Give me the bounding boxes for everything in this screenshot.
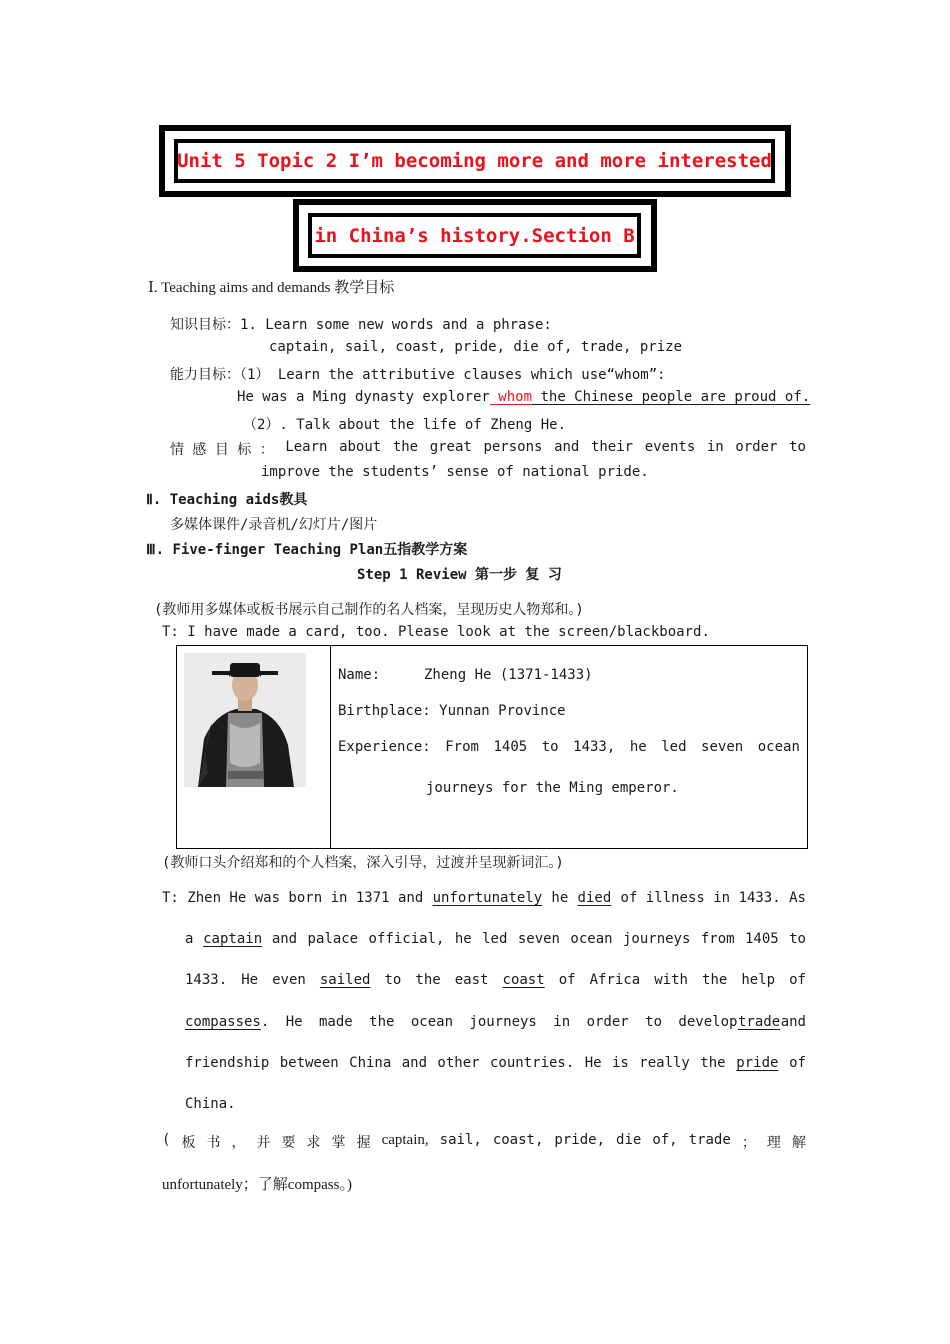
card-birth-label: Birthplace: <box>338 703 431 719</box>
example-after: the Chinese people are proud of. <box>532 389 811 405</box>
board-word: 板 <box>181 1135 196 1151</box>
emotion-word: Learn <box>285 439 328 455</box>
p2c: and palace official, he led seven ocean journeys from 1405 to <box>271 931 806 947</box>
profile-card <box>176 645 808 849</box>
p1c: he <box>551 890 569 906</box>
p1e: of illness in 1433. As <box>620 890 806 906</box>
board-word: ， <box>231 1135 246 1151</box>
word-coast: coast <box>502 972 545 988</box>
board-word: coast, <box>492 1132 544 1148</box>
p3n: of <box>789 972 806 988</box>
section-3-heading-en: Ⅲ. Five-finger Teaching Plan <box>146 542 384 558</box>
p3k: with <box>654 972 688 988</box>
board-word: of, <box>652 1132 678 1148</box>
board-word: 要 <box>281 1135 296 1151</box>
card-exp-word: 1433, <box>573 739 616 755</box>
word-compasses: compasses <box>185 1014 261 1030</box>
p5a: friendship between China and other countries. He is really the <box>185 1055 726 1071</box>
board-word: die <box>616 1132 642 1148</box>
card-exp-word: ocean <box>757 739 800 755</box>
card-exp-line-2: journeys for the Ming emperor. <box>426 780 679 796</box>
board-word: 解 <box>791 1135 806 1151</box>
ability-2: （2）. Talk about the life of Zheng He. <box>243 417 567 433</box>
card-exp-word: led <box>661 739 687 755</box>
section-3-heading-cn: 五指教学方案 <box>383 542 468 558</box>
knowledge-label: 知识目标： <box>170 317 240 333</box>
section-3-heading <box>146 539 467 559</box>
emotion-word: to <box>789 439 806 455</box>
card-name-value: Zheng He (1371-1433) <box>424 667 593 683</box>
para-line-3 <box>185 972 806 988</box>
board-word: trade <box>688 1132 731 1148</box>
card-exp-word: 1405 <box>493 739 528 755</box>
emotion-word: persons <box>483 439 543 455</box>
p3b: He <box>241 972 259 988</box>
p5c: of <box>789 1055 806 1071</box>
ability-1: （1） Learn the attributive clauses which use“whom”: <box>240 367 666 383</box>
step-1-title: Step 1 Review 第一步 复 习 <box>357 567 562 583</box>
example-before: He was a Ming dynasty explorer <box>237 389 490 405</box>
emotion-word: their <box>590 439 634 455</box>
title-text-1: Unit 5 Topic 2 I’m becoming more and more interested <box>177 150 772 172</box>
p3g: east <box>454 972 489 988</box>
emotion-word: in <box>706 439 724 455</box>
p3a: 1433. <box>185 972 228 988</box>
board-word: 掌 <box>331 1135 346 1151</box>
p3m: help <box>741 972 776 988</box>
title-line-2 <box>308 213 641 258</box>
board-word: sail, <box>439 1132 482 1148</box>
p4d: and <box>780 1014 806 1030</box>
emotion-word: great <box>429 439 472 455</box>
example-sentence <box>237 389 810 405</box>
emotion-word: events <box>644 439 696 455</box>
card-birth-row <box>338 703 566 719</box>
para-line-6: China. <box>185 1096 236 1112</box>
board-word: 握 <box>356 1135 371 1151</box>
section-1-heading: Ⅰ. Teaching aims and demands 教学目标 <box>148 280 395 296</box>
p3c: even <box>272 972 306 988</box>
zheng-he-portrait <box>184 653 306 787</box>
emotion-label: 情 感 目 标 ： <box>170 442 274 458</box>
portrait-image <box>184 653 306 787</box>
board-word: captain, <box>381 1132 429 1148</box>
board-line-1 <box>162 1132 806 1152</box>
card-name-row <box>338 667 593 683</box>
word-pride: pride <box>736 1055 779 1071</box>
title-line-1 <box>174 139 775 183</box>
board-line-2: unfortunately；了解compass。) <box>162 1177 352 1193</box>
p4 <box>185 1014 737 1030</box>
teacher-line: T: I have made a card, too. Please look at the screen/blackboard. <box>162 624 710 640</box>
word-died: died <box>577 890 612 906</box>
p3j: Africa <box>589 972 641 988</box>
board-word: ( <box>162 1132 171 1148</box>
new-words: captain, sail, coast, pride, die of, trade, prize <box>269 339 683 355</box>
card-divider <box>330 646 331 848</box>
section-2-heading-cn: 教具 <box>279 492 308 508</box>
para-line-5 <box>185 1055 806 1071</box>
p2a: a <box>185 931 194 947</box>
emotion-word: order <box>735 439 778 455</box>
board-word: 书 <box>206 1135 221 1151</box>
board-word: 理 <box>766 1135 781 1151</box>
word-sailed: sailed <box>319 972 371 988</box>
card-exp-word: he <box>629 739 647 755</box>
emotion-aims <box>170 439 806 459</box>
word-trade: trade <box>737 1014 781 1030</box>
emotion-line-2: improve the students’ sense of national pride. <box>261 464 649 480</box>
board-word: 求 <box>306 1135 321 1151</box>
card-exp-row <box>338 739 800 755</box>
teaching-aids: 多媒体课件/录音机/幻灯片/图片 <box>170 517 378 533</box>
knowledge-aims <box>170 314 552 334</box>
section-2-heading <box>146 489 307 509</box>
p3i: of <box>558 972 576 988</box>
para-line-1 <box>162 890 806 906</box>
card-exp-word: seven <box>701 739 744 755</box>
para-line-4 <box>185 1014 806 1030</box>
card-birth-value: Yunnan Province <box>439 703 566 719</box>
board-word: 并 <box>256 1135 271 1151</box>
card-exp-label: Experience: <box>338 739 431 755</box>
card-exp-word: From <box>445 739 479 755</box>
example-whom: whom <box>489 389 533 405</box>
board-word: ； <box>741 1135 756 1151</box>
p1a: T: Zhen He was born in 1371 and <box>162 890 424 906</box>
teacher-note-2: (教师口头介绍郑和的个人档案，深入引导，过渡并呈现新词汇。) <box>162 855 564 871</box>
p4b: . He made the ocean journeys in order to develop <box>260 1014 738 1030</box>
p3f: the <box>415 972 441 988</box>
teacher-note-1: (教师用多媒体或板书展示自己制作的名人档案，呈现历史人物郑和。) <box>154 602 584 618</box>
knowledge-text: 1. Learn some new words and a phrase: <box>240 317 552 333</box>
p3e: to <box>384 972 402 988</box>
card-name-label: Name: <box>338 667 381 683</box>
ability-aims <box>170 364 666 384</box>
title-text-2: in China’s history.Section B <box>314 224 635 247</box>
section-2-heading-en: Ⅱ. Teaching aids <box>146 492 280 508</box>
ability-label: 能力目标： <box>170 367 240 383</box>
p3l: the <box>702 972 728 988</box>
board-word: pride, <box>554 1132 605 1148</box>
word-captain: captain <box>203 931 263 947</box>
para-line-2 <box>185 931 806 947</box>
card-exp-word: to <box>541 739 559 755</box>
emotion-word: and <box>554 439 580 455</box>
emotion-word: about <box>339 439 382 455</box>
emotion-word: the <box>392 439 419 455</box>
word-unfortunately: unfortunately <box>432 890 543 906</box>
